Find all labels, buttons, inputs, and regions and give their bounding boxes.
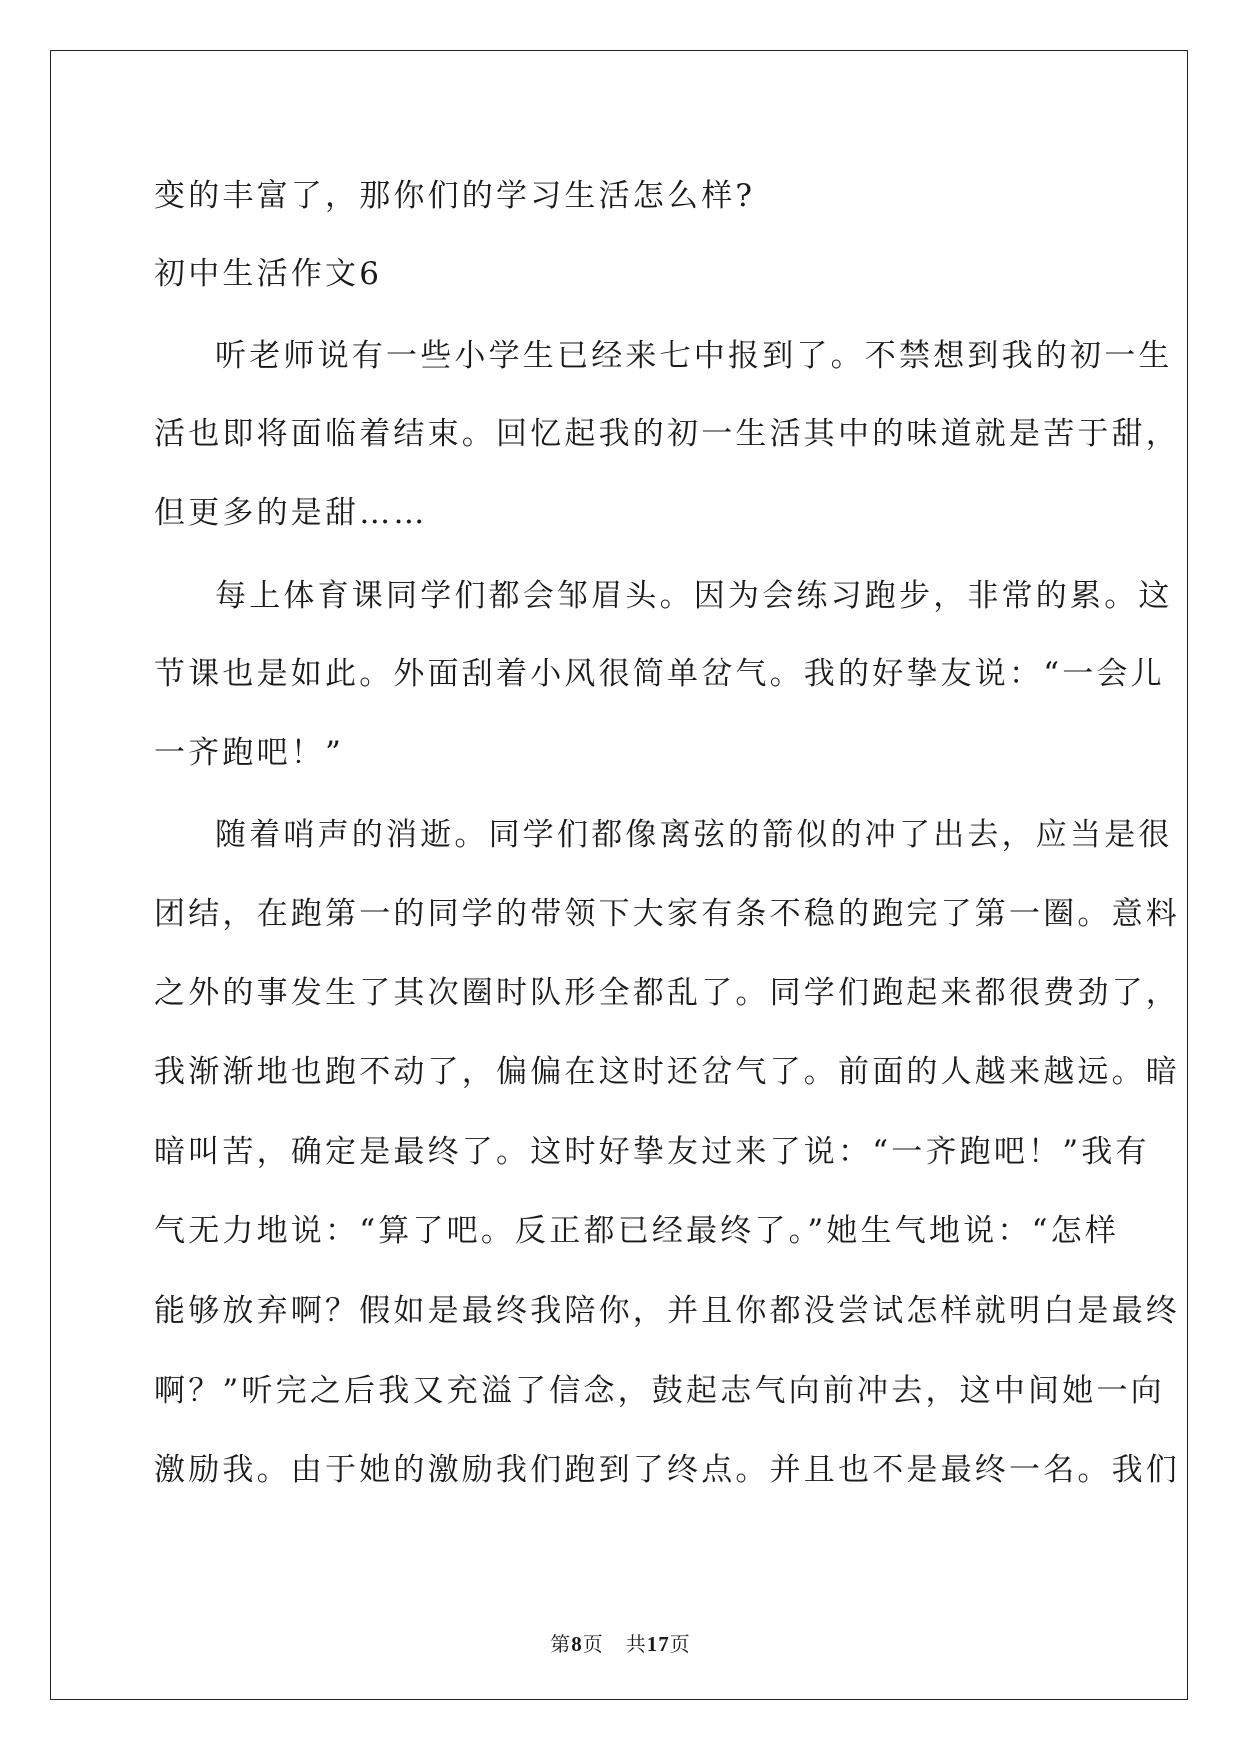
text-line: 听老师说有一些小学生已经来七中报到了。不禁想到我的初一生 <box>215 338 1173 374</box>
text-line: 随着哨声的消逝。同学们都像离弦的箭似的冲了出去，应当是很 <box>215 817 1173 853</box>
text-line: 变的丰富了，那你们的学习生活怎么样? <box>154 178 756 214</box>
text-line: 一齐跑吧！” <box>154 735 345 771</box>
text-line: 团结，在跑第一的同学的带领下大家有条不稳的跑完了第一圈。意料 <box>154 896 1180 932</box>
text-line: 之外的事发生了其次圈时队形全都乱了。同学们跑起来都很费劲了， <box>154 975 1180 1011</box>
text-line: 啊？”听完之后我又充溢了信念，鼓起志气向前冲去，这中间她一向 <box>154 1373 1165 1409</box>
section-heading: 初中生活作文6 <box>154 256 383 292</box>
footer-page-suffix: 页 <box>582 1632 604 1656</box>
footer-prefix: 第 <box>550 1632 572 1656</box>
footer-total-suffix: 页 <box>669 1632 691 1656</box>
text-line: 我渐渐地也跑不动了，偏偏在这时还岔气了。前面的人越来越远。暗 <box>154 1054 1180 1090</box>
text-line: 但更多的是甜…… <box>154 495 428 531</box>
footer-total-prefix: 共 <box>625 1632 647 1656</box>
page-number: 8 <box>571 1632 583 1656</box>
text-line: 能够放弃啊？假如是最终我陪你，并且你都没尝试怎样就明白是最终 <box>154 1293 1180 1329</box>
text-line: 暗叫苦，确定是最终了。这时好挚友过来了说：“一齐跑吧！”我有 <box>154 1134 1150 1170</box>
text-line: 活也即将面临着结束。回忆起我的初一生活其中的味道就是苦于甜， <box>154 416 1180 452</box>
text-line: 气无力地说：“算了吧。反正都已经最终了。”她生气地说：“怎样 <box>154 1213 1120 1249</box>
text-line: 激励我。由于她的激励我们跑到了终点。并且也不是最终一名。我们 <box>154 1452 1180 1488</box>
page-footer <box>0 1632 1241 1656</box>
total-pages: 17 <box>646 1632 670 1656</box>
text-line: 节课也是如此。外面刮着小风很简单岔气。我的好挚友说：“一会儿 <box>154 656 1165 692</box>
text-line: 每上体育课同学们都会邹眉头。因为会练习跑步，非常的累。这 <box>215 578 1173 614</box>
